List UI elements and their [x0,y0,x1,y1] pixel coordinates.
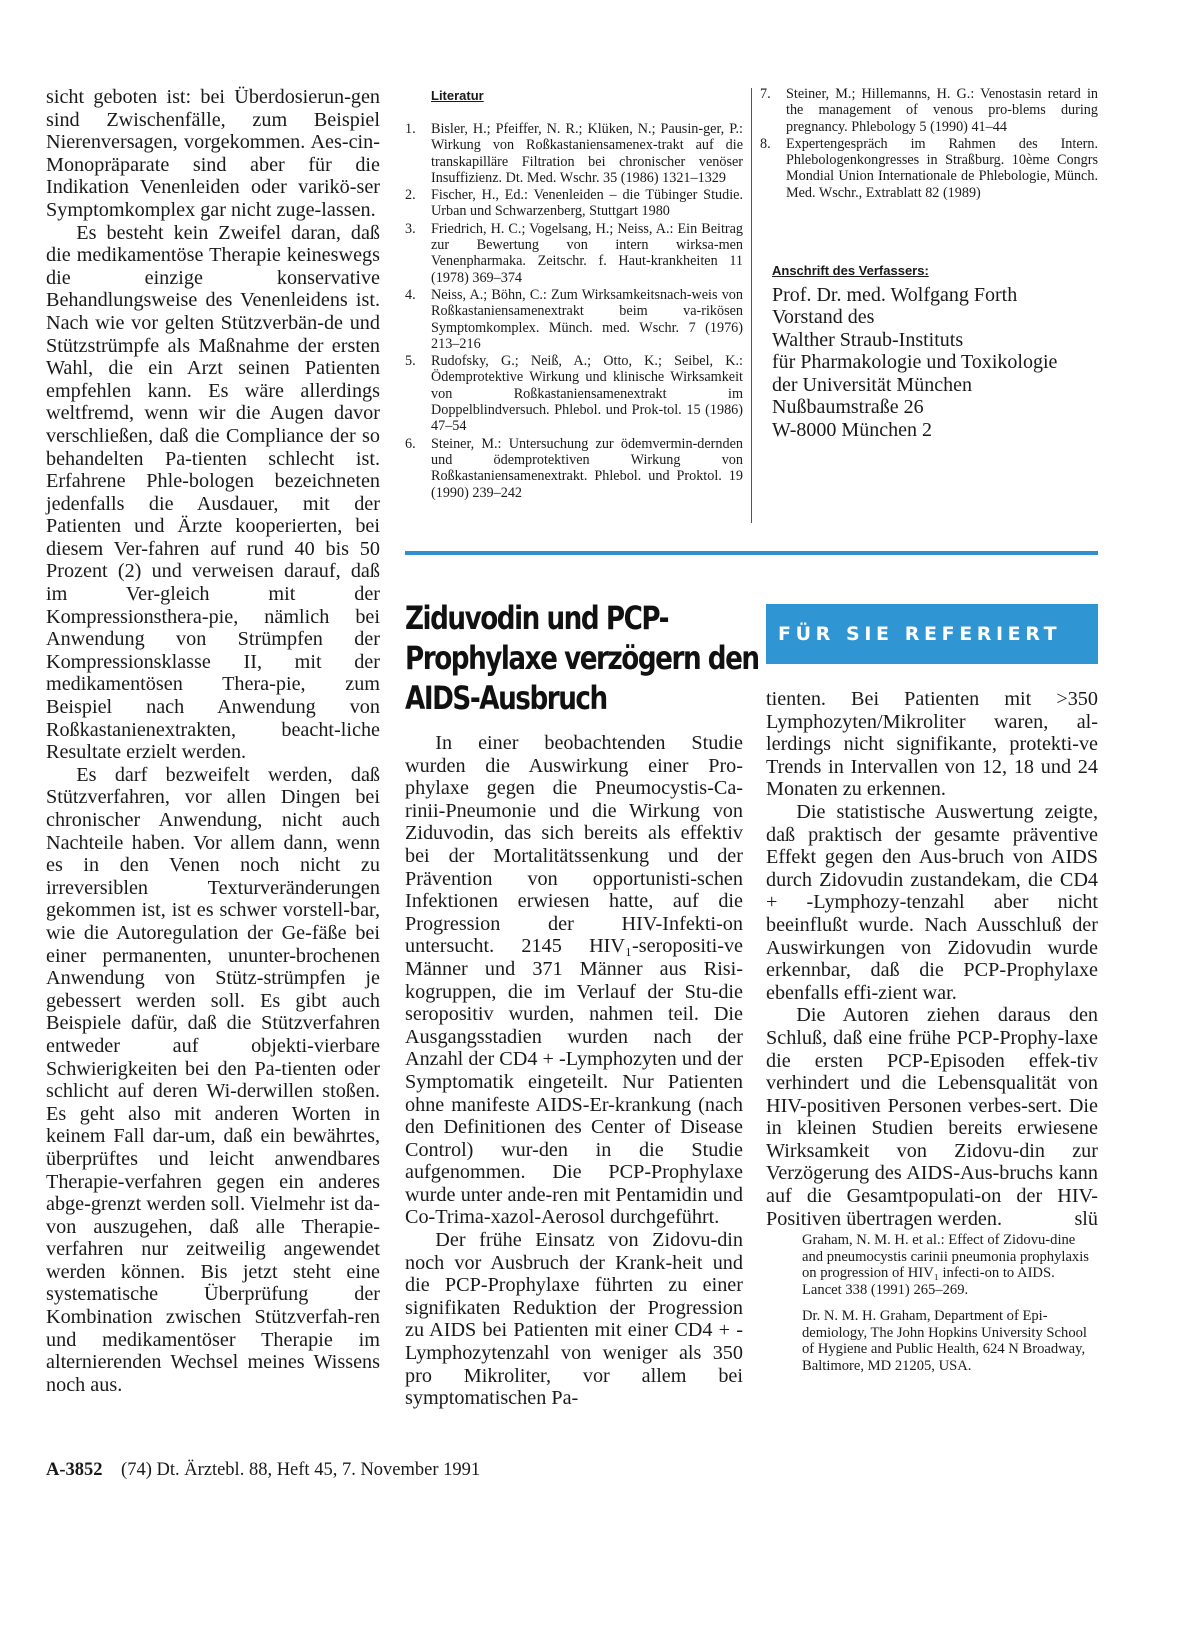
paragraph: Der frühe Einsatz von Zidovu-din noch vor Ausbruch der Krank-heit und die PCP-Prophylaxe führten zu einer signifikaten Reduktion der Progression zu AIDS bei Patienten mit einer CD4 + -Lymphozytenzahl von weniger als 350 pro Mikroliter, vor allem bei symptomatischen Pa- [405,1229,743,1410]
reference-number: 8. [760,135,771,152]
journal-reference: (74) Dt. Ärztebl. 88, Heft 45, 7. November 1991 [121,1460,481,1480]
reference-text: Fischer, H., Ed.: Venenleiden – die Tübinger Studie. Urban und Schwarzenberg, Stuttgart 1980 [431,187,743,220]
reference-item [405,187,743,220]
source-author-address: Dr. N. M. H. Graham, Department of Epi-demiology, The John Hopkins University School of Hygiene and Public Health, 624 N Broadway, Baltimore, MD 21205, USA. [802,1308,1087,1374]
reference-item [405,287,743,352]
paragraph: sicht geboten ist: bei Überdosierun-gen sind Zwischenfälle, zum Beispiel Nierenversagen, vorgekommen. Aes-cin-Monopräparate sind aber für die Indikation Venenleiden oder varikö-ser Symptomkomplex gar nicht zuge-lassen. [46,86,380,221]
page-code: A-3852 [46,1460,103,1480]
address-line: Vorstand des [772,306,875,329]
paragraph: tienten. Bei Patienten mit >350 Lymphozyten/Mikroliter waren, al-lerdings nicht signifikante, protekti-ve Trends in Intervallen von 12, 18 und 24 Monaten zu erkennen. [766,688,1098,801]
address-line: Prof. Dr. med. Wolfgang Forth [772,284,1018,307]
address-line: Nußbaumstraße 26 [772,396,924,419]
reference-item [405,353,743,434]
reference-number: 4. [405,286,416,303]
paragraph: In einer beobachtenden Studie wurden die Auswirkung einer Pro-phylaxe gegen die Pneumocystis-Ca-rinii-Pneumonie und die Wirkung von Ziduvodin, das sich bereits als effektiv bei der Mortalitätssenkung und der Prävention von opportunisti-schen Infektionen erwiesen hatte, auf die Progression der HIV-Infekti-on untersucht. 2145 HIV₁-seropositi-ve Männer und 371 Männer aus Risi-kogruppen, die im Verlauf der Stu-die seropositiv wurden, nahmen teil. Die Ausgangsstadien wurden nach der Anzahl der CD4 + -Lymphozyten und der Symptomatik eingeteilt. Nur Patienten ohne manifeste AIDS-Er-krankung (nach den Definitionen des Center of Disease Control) wur-den in die Studie aufgenommen. Die PCP-Prophylaxe wurde unter ande-ren mit Pentamidin und Co-Trima-xazol-Aerosol durchgeführt. [405,732,743,1229]
reference-item [405,121,743,186]
reference-item [760,136,1098,201]
source-citation: Graham, N. M. H. et al.: Effect of Zidovu-dine and pneumocystis carinii pneumonia prophylaxis on progression of HIV₁ infecti-on to AIDS. Lancet 338 (1991) 265–269. [802,1232,1089,1298]
page-footer [46,1460,480,1481]
paragraph: Es besteht kein Zweifel daran, daß die medikamentöse Therapie keineswegs die einzige konservative Behandlungsweise des Venenleidens ist. Nach wie vor gelten Stützverbän-de und Stützstrümpfe als Maßnahme der ersten Wahl, die ein Arzt seinen Patienten empfehlen kann. Es wäre allerdings weltfremd, wenn wir die Augen davor verschließen, daß die Compliance der so behandelten Pa-tienten schlecht ist. Erfahrene Phle-bologen bezeichneten jedenfalls die Ausdauer, mit der Patienten und Ärzte kooperierten, bei diesem Ver-fahren auf rund 40 bis 50 Prozent (2) und verweisen darauf, daß im Ver-gleich mit der Kompressionsthera-pie, nämlich bei Anwendung von Strümpfen der Kompressionsklasse II, mit der medikamentösen Thera-pie, zum Beispiel nach Anwendung von Roßkastanienextrakten, beacht-liche Resultate erzielt werden. [46,221,380,764]
reference-number: 1. [405,121,416,137]
paragraph: Die statistische Auswertung zeigte, daß praktisch der gesamte präventive Effekt gegen den Aus-bruch von AIDS durch Zidovudin zustandekam, die CD4 + -Lymphozy-tenzahl aber nicht beeinflußt wurde. Nach Ausschluß der Auswirkungen von Zidovudin wurde erkennbar, daß die PCP-Prophylaxe ebenfalls effi-zient war. [766,800,1098,1004]
reference-text: Expertengespräch im Rahmen des Intern. Phlebologenkongresses in Straßburg. 10ème Congrs Mondial Union Internationale de Phlebologie, Münch. Med. Wschr., Extrablatt 82 (1989) [786,135,1098,201]
article-column-right [766,688,1098,1374]
reference-text: Friedrich, H. C.; Vogelsang, H.; Neiss, A.: Ein Beitrag zur Bewertung von intern wirksa-men Venenpharmaka. Zeitschr. f. Haut-krankheiten 11 (1978) 369–374 [431,220,743,286]
reference-text: Bisler, H.; Pfeiffer, N. R.; Klüken, N.; Pausin-ger, P.: Wirkung von Roßkastaniensamenex-trakt auf die transkapilläre Filtration bei chronischer venöser Insuffizienz. Dt. Med. Wschr. 35 (1986) 1321–1329 [431,121,743,186]
reference-number: 2. [405,187,416,204]
reference-text: Rudofsky, G.; Neiß, A.; Otto, K.; Seibel, K.: Ödemprotektive Wirkung und klinische Wirksamkeit von Roßkastaniensamenextrakt im Doppelblindversuch. Phlebol. und Prok-tol. 15 (1986) 47–54 [431,353,743,435]
reference-text: Steiner, M.; Hillemanns, H. G.: Venostasin retard in the management of venous pro-blems during pregnancy. Phlebology 5 (1990) 41–44 [786,86,1098,135]
headline-line: Prophylaxe verzögern den [405,639,759,677]
reference-number: 7. [760,86,771,102]
paragraph: Es darf bezweifelt werden, daß Stützverfahren, vor allen Dingen bei chronischer Anwendung, nicht auch Nachteile haben. Vor allem dann, wenn es in den Venen noch nicht zu irreversiblen Texturveränderungen gekommen ist, ist es schwer vorstell-bar, wie die Autoregulation der Ge-fäße bei einer permanenten, ununter-brochenen Anwendung von Stütz-strümpfen je gebessert werden soll. Es gibt auch Beispiele dafür, daß die Stützverfahren entweder auf objekti-vierbare Schwierigkeiten bei den Pa-tienten oder schlicht auf deren Wi-derwillen stoßen. Es geht also mit anderen Worten in keinem Fall dar-um, daß ein bewährtes, überprüftes und leicht anwendbares Therapie-verfahren gegen ein anderes abge-grenzt werden soll. Vielmehr ist da-von auszugehen, daß alle Therapie-verfahren nur zeitweilig angewendet werden können. Bis jetzt steht eine systematische Überprüfung der Kombination zwischen Stützverfah-ren und medikamentöser Therapie im alternierenden Wechsel meines Wissens noch aus. [46,763,380,1396]
reference-number: 3. [405,220,416,237]
address-line: W-8000 München 2 [772,418,932,441]
author-address [772,284,1140,441]
column-1 [46,86,380,1396]
reference-number: 6. [405,435,416,452]
reference-item [405,436,743,501]
reference-item [405,221,743,286]
section-banner: FÜR SIE REFERIERT [766,604,1098,664]
reference-number: 5. [405,353,416,370]
reference-text: Neiss, A.; Böhn, C.: Zum Wirksamkeitsnach-weis von Roßkastaniensamenextrakt beim va-rikösen Symptomkomplex. Münch. med. Wschr. 7 (1976) 213–216 [431,286,743,352]
headline-line: Ziduvodin und PCP- [405,599,669,637]
literature-column [405,86,743,502]
author-signature: slü [1074,1207,1098,1230]
section-rule [405,551,1098,555]
address-line: für Pharmakologie und Toxikologie [772,351,1058,374]
references-continued-column [760,86,1140,441]
reference-list [405,121,743,501]
address-line: der Universität München [772,373,972,396]
literature-heading: Literatur [431,88,484,103]
paragraph [766,1004,1098,1230]
address-line: Walther Straub-Instituts [772,328,964,351]
reference-text: Steiner, M.: Untersuchung zur ödemvermin-dernden und ödemprotektiven Wirkung von Roßkastaniensamenextrakt. Phlebol. und Proktol. 19 (1990) 239–242 [431,435,743,501]
article-headline [405,598,759,718]
address-heading: Anschrift des Verfassers: [772,263,929,279]
column-divider [751,88,752,523]
article-column-left [405,732,743,1410]
reference-list [760,86,1098,201]
paragraph-text: Die Autoren ziehen daraus den Schluß, daß eine frühe PCP-Prophy-laxe die ersten PCP-Episoden effek-tiv verhindert und die Lebensqualität von HIV-positiven Personen verbes-sert. Die in kleinen Studien bereits erwiesene Wirksamkeit von Zidovu-din zur Verzögerung des AIDS-Aus-bruchs kann auf die Gesamtpopulati-on der HIV-Positiven übertragen werden. [766,1004,1098,1230]
reference-item [760,86,1098,135]
headline-line: AIDS-Ausbruch [405,679,607,717]
